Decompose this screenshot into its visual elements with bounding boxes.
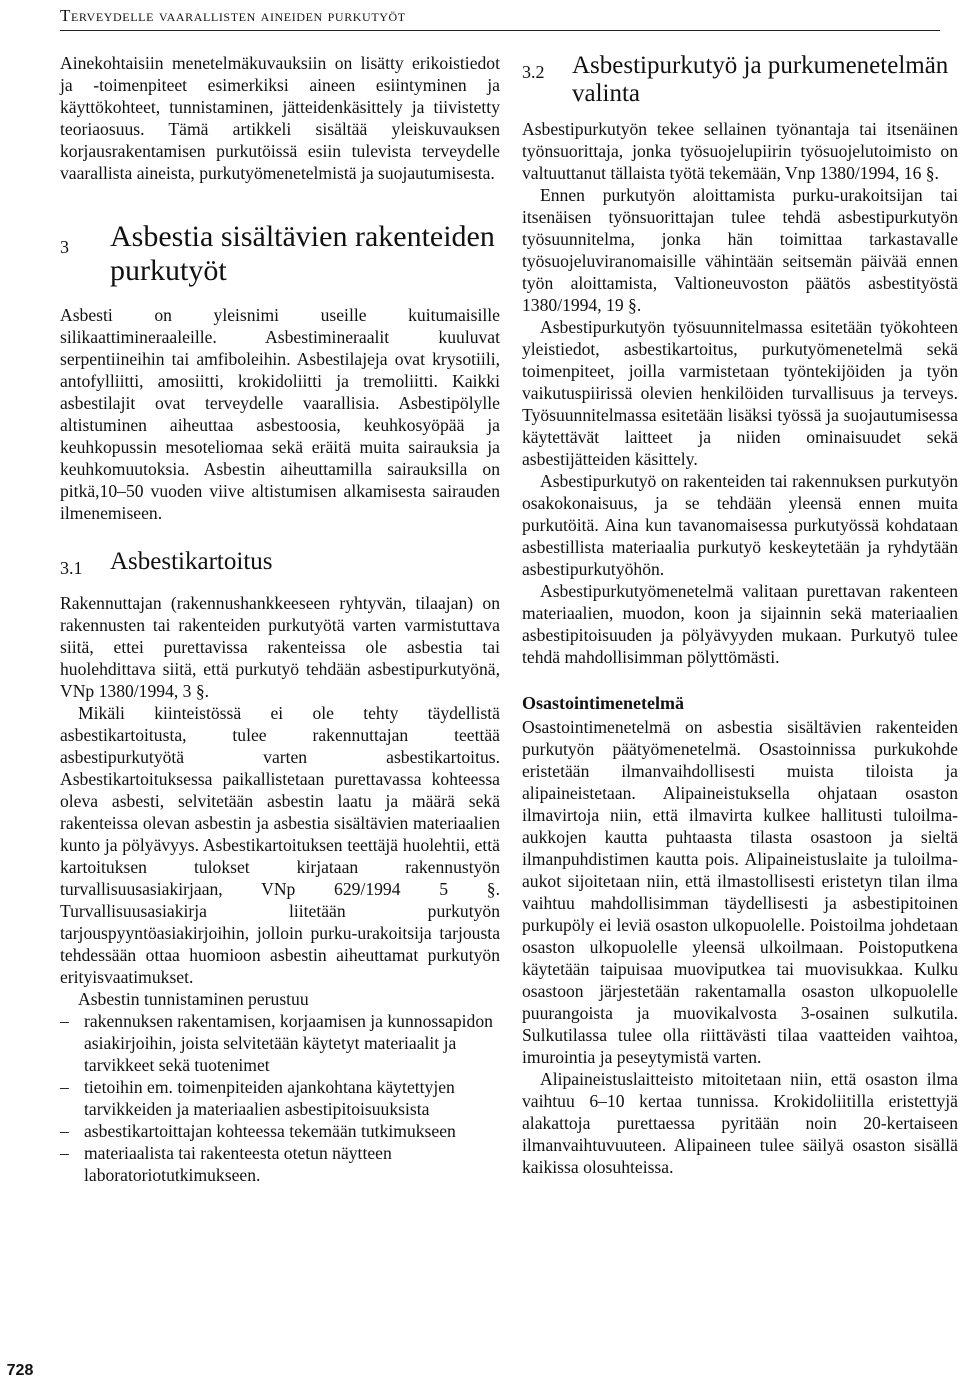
list-item-text: asbestikartoittajan kohteessa tekemään tutkimukseen <box>84 1121 456 1141</box>
osastointi-paragraph: Osastointimenetelmä on asbestia sisältävien rakenteiden purkutyön päätyömenetelmä. Osastoinnissa purkukohde eristetään ilmanvaihdollisesti muista tiloista ja alipaineistetaan. Alipaineistuksella ohjataan osaston ilmavirtoja niin, että ilmavirta kulkee hallitusti tuloilma-aukkojen kautta puhtaasta tilasta osastoon ja sieltä ilmanpuhdistimen kautta pois. Alipaineistuslaite ja tuloilma-aukot sijoitetaan niin, että ilmastollisesti eristetyn tilan ilma vaihtuu mahdollisimman täydellisesti ja asbestipitoinen purkupöly ei leviä osaston ulkopuolelle. Poistoilma johdetaan osaston ulkopuolelle yleensä ulkoilmaan. Poistoputkena käytetään taipuisaa muoviputkea tai muovisukkaa. Kulku osastoon järjestetään rakentamalla osaston ulkopuolelle puurangoista ja muovikalvosta 3-osainen sulkutila. Sulkutilassa tulee olla riittävästi tilaa vaatteiden vaihtoa, imurointia ja peseytymistä varten. <box>522 717 958 1067</box>
list-item <box>60 1142 500 1186</box>
list-item <box>60 1120 500 1142</box>
dash-marker: – <box>60 1011 69 1031</box>
intro-paragraph: Ainekohtaisiin menetelmäkuvauksiin on lisätty erikoistiedot ja -toimenpiteet esimerkiksi aineen esiintyminen ja käyttökohteet, tunnistaminen, jätteidenkäsittely ja tiivistetty teoriaosuus. Tämä artikkeli sisältää yleiskuvauksen korjausrakentamisen purkutöissä esiin tulevista terveydelle vaarallista aineista, purkutyömenetelmistä ja suojautumisesta. <box>60 53 500 183</box>
section-3-1-heading <box>60 548 500 582</box>
dash-marker: – <box>60 1077 69 1097</box>
dash-marker: – <box>60 1143 69 1163</box>
section-3-2-paragraph: Asbestipurkutyömenetelmä valitaan purettavan rakenteen materiaalien, muodon, koon ja sijainnin sekä materiaalien asbestipitoisuuden ja pölyävyyden mukaan. Purkutyö tulee tehdä mahdollisimman pölyttömästi. <box>522 581 958 667</box>
section-3-1-number: 3.1 <box>60 558 83 578</box>
section-3-1-title: Asbestikartoitus <box>110 548 273 575</box>
section-3-2-heading <box>522 52 958 108</box>
osastointi-paragraph: Alipaineistuslaitteisto mitoitetaan niin, että osaston ilma vaihtuu 6–10 kertaa tunnissa. Krokidoliitilla eristettyjä alakattoja purettaessa pyritään noin 20-kertaiseen ilmanvaihtuvuuteen. Alipaineen tulee säilyä osaston sisällä kaikissa olosuhteissa. <box>522 1069 958 1177</box>
section-3-2-paragraph: Asbestipurkutyö on rakenteiden tai rakennuksen purkutyön osakokonaisuus, ja se tehdään yleensä ennen muita purkutöitä. Aina kun tavanomaisessa purkutyössä kohdataan asbestillista materiaalia purkutyö keskeytetään ja ryhdytään asbestipurkutyöhön. <box>522 471 958 579</box>
section-3-2-paragraph: Asbestipurkutyön työsuunnitelmassa esitetään työkohteen yleistiedot, asbestikartoitus, purkutyömenetelmä sekä toimenpiteet, joilla varmistetaan työntekijöiden ja työn vaikutuspiirissä olevien henkilöiden turvallisuus ja terveys. Työsuunnitelmassa esitetään lisäksi työssä ja suojautumisessa käytettävät laitteet ja niiden ominaisuudet sekä asbestijätteiden käsittely. <box>522 317 958 469</box>
list-item <box>60 1010 500 1076</box>
section-3-paragraph: Asbesti on yleisnimi useille kuitumaisille silikaattimineraaleille. Asbestimineraalit kuuluvat serpentiineihin tai amfiboleihin. Asbestilajeja ovat krysotiili, antofylliitti, amosiitti, krokidoliitti ja tremoliitti. Kaikki asbestilajit ovat terveydelle vaarallisia. Asbestipölylle altistuminen aiheuttaa asbestoosia, keuhkosyöpää ja keuhkopussin mesoteliomaa sekä eräitä muita sairauksia ja keuhkomuutoksia. Asbestin aiheuttamilla sairauksilla on pitkä,10–50 vuoden viive altistumisen alkamisesta sairauden ilmenemiseen. <box>60 305 500 523</box>
section-3-2-paragraph: Ennen purkutyön aloittamista purku-urakoitsijan tai itsenäisen työnsuorittajan tulee tehdä asbestipurkutyön työsuunnitelma, jonka hän toimittaa tarkastavalle työsuojeluviranomaisille vähintään seitsemän päivää ennen työn aloittamista, Valtioneuvoston päätös asbestityöstä 1380/1994, 19 §. <box>522 185 958 315</box>
section-3-2-title: Asbestipurkutyö ja purkumenetelmän valinta <box>572 52 949 107</box>
section-3-1-paragraph-3: Asbestin tunnistaminen perustuu <box>78 989 309 1009</box>
list-item-text: materiaalista tai rakenteesta otetun näytteen laboratoriotutkimukseen. <box>84 1143 392 1185</box>
section-3-2-number: 3.2 <box>522 62 545 82</box>
subheading-osastointimenetelma: Osastointimenetelmä <box>522 693 684 713</box>
section-3-1-paragraph-1: Rakennuttajan (rakennushankkeeseen ryhtyvän, tilaajan) on rakennusten tai rakenteiden purkutyötä varten varmistuttava siitä, ettei purettavissa rakenteissa ole asbestia tai huolehdittava siitä, että purkutyö tehdään asbestipurkutyönä, VNp 1380/1994, 3 §. <box>60 593 500 701</box>
list-item <box>60 1076 500 1120</box>
list-item-text: tietoihin em. toimenpiteiden ajankohtana käytettyjen tarvikkeiden ja materiaalien asbestipitoisuuksista <box>84 1077 455 1119</box>
right-column <box>522 52 958 1178</box>
list-item-text: rakennuksen rakentamisen, korjaamisen ja kunnossapidon asiakirjoihin, joista selvitetään käytetyt materiaalit ja tarvikkeet sekä tuotenimet <box>84 1011 493 1075</box>
section-3-heading <box>60 220 500 288</box>
section-3-title: Asbestia sisältävien rakenteiden purkutyöt <box>110 220 495 287</box>
left-column <box>60 52 500 1186</box>
header-rule <box>60 30 940 31</box>
page-number: 728 <box>6 1362 34 1379</box>
dash-marker: – <box>60 1121 69 1141</box>
running-head: Terveydelle vaarallisten aineiden purkutyöt <box>60 6 406 25</box>
identification-list <box>60 1010 500 1186</box>
section-3-1-paragraph-2: Mikäli kiinteistössä ei ole tehty täydellistä asbestikartoitusta, tulee rakennuttajan teettää asbestipurkutyötä varten asbestikartoitus. Asbestikartoituksessa paikallistetaan purettavassa kohteessa oleva asbesti, selvitetään asbestin laatu ja määrä sekä rakenteissa olevan asbestin ja asbestia sisältävien materiaalien kunto ja pölyävyys. Asbestikartoituksen teettäjä huolehtii, että kartoituksen tulokset kirjataan rakennustyön turvallisuusasiakirjaan, VNp 629/1994 5 §. Turvallisuusasiakirja liitetään purkutyön tarjouspyyntöasiakirjoihin, jolloin purku-urakoitsija tarjousta tehdessään ottaa huomioon asbestin aiheuttamat purkutyön erityisvaatimukset. <box>60 703 500 987</box>
section-3-2-paragraph: Asbestipurkutyön tekee sellainen työnantaja tai itsenäinen työnsuorittaja, jonka työsuojelupiirin työsuojelutoimisto on valtuuttanut tällaista työtä tekemään, Vnp 1380/1994, 16 §. <box>522 119 958 183</box>
section-3-number: 3 <box>60 237 69 257</box>
